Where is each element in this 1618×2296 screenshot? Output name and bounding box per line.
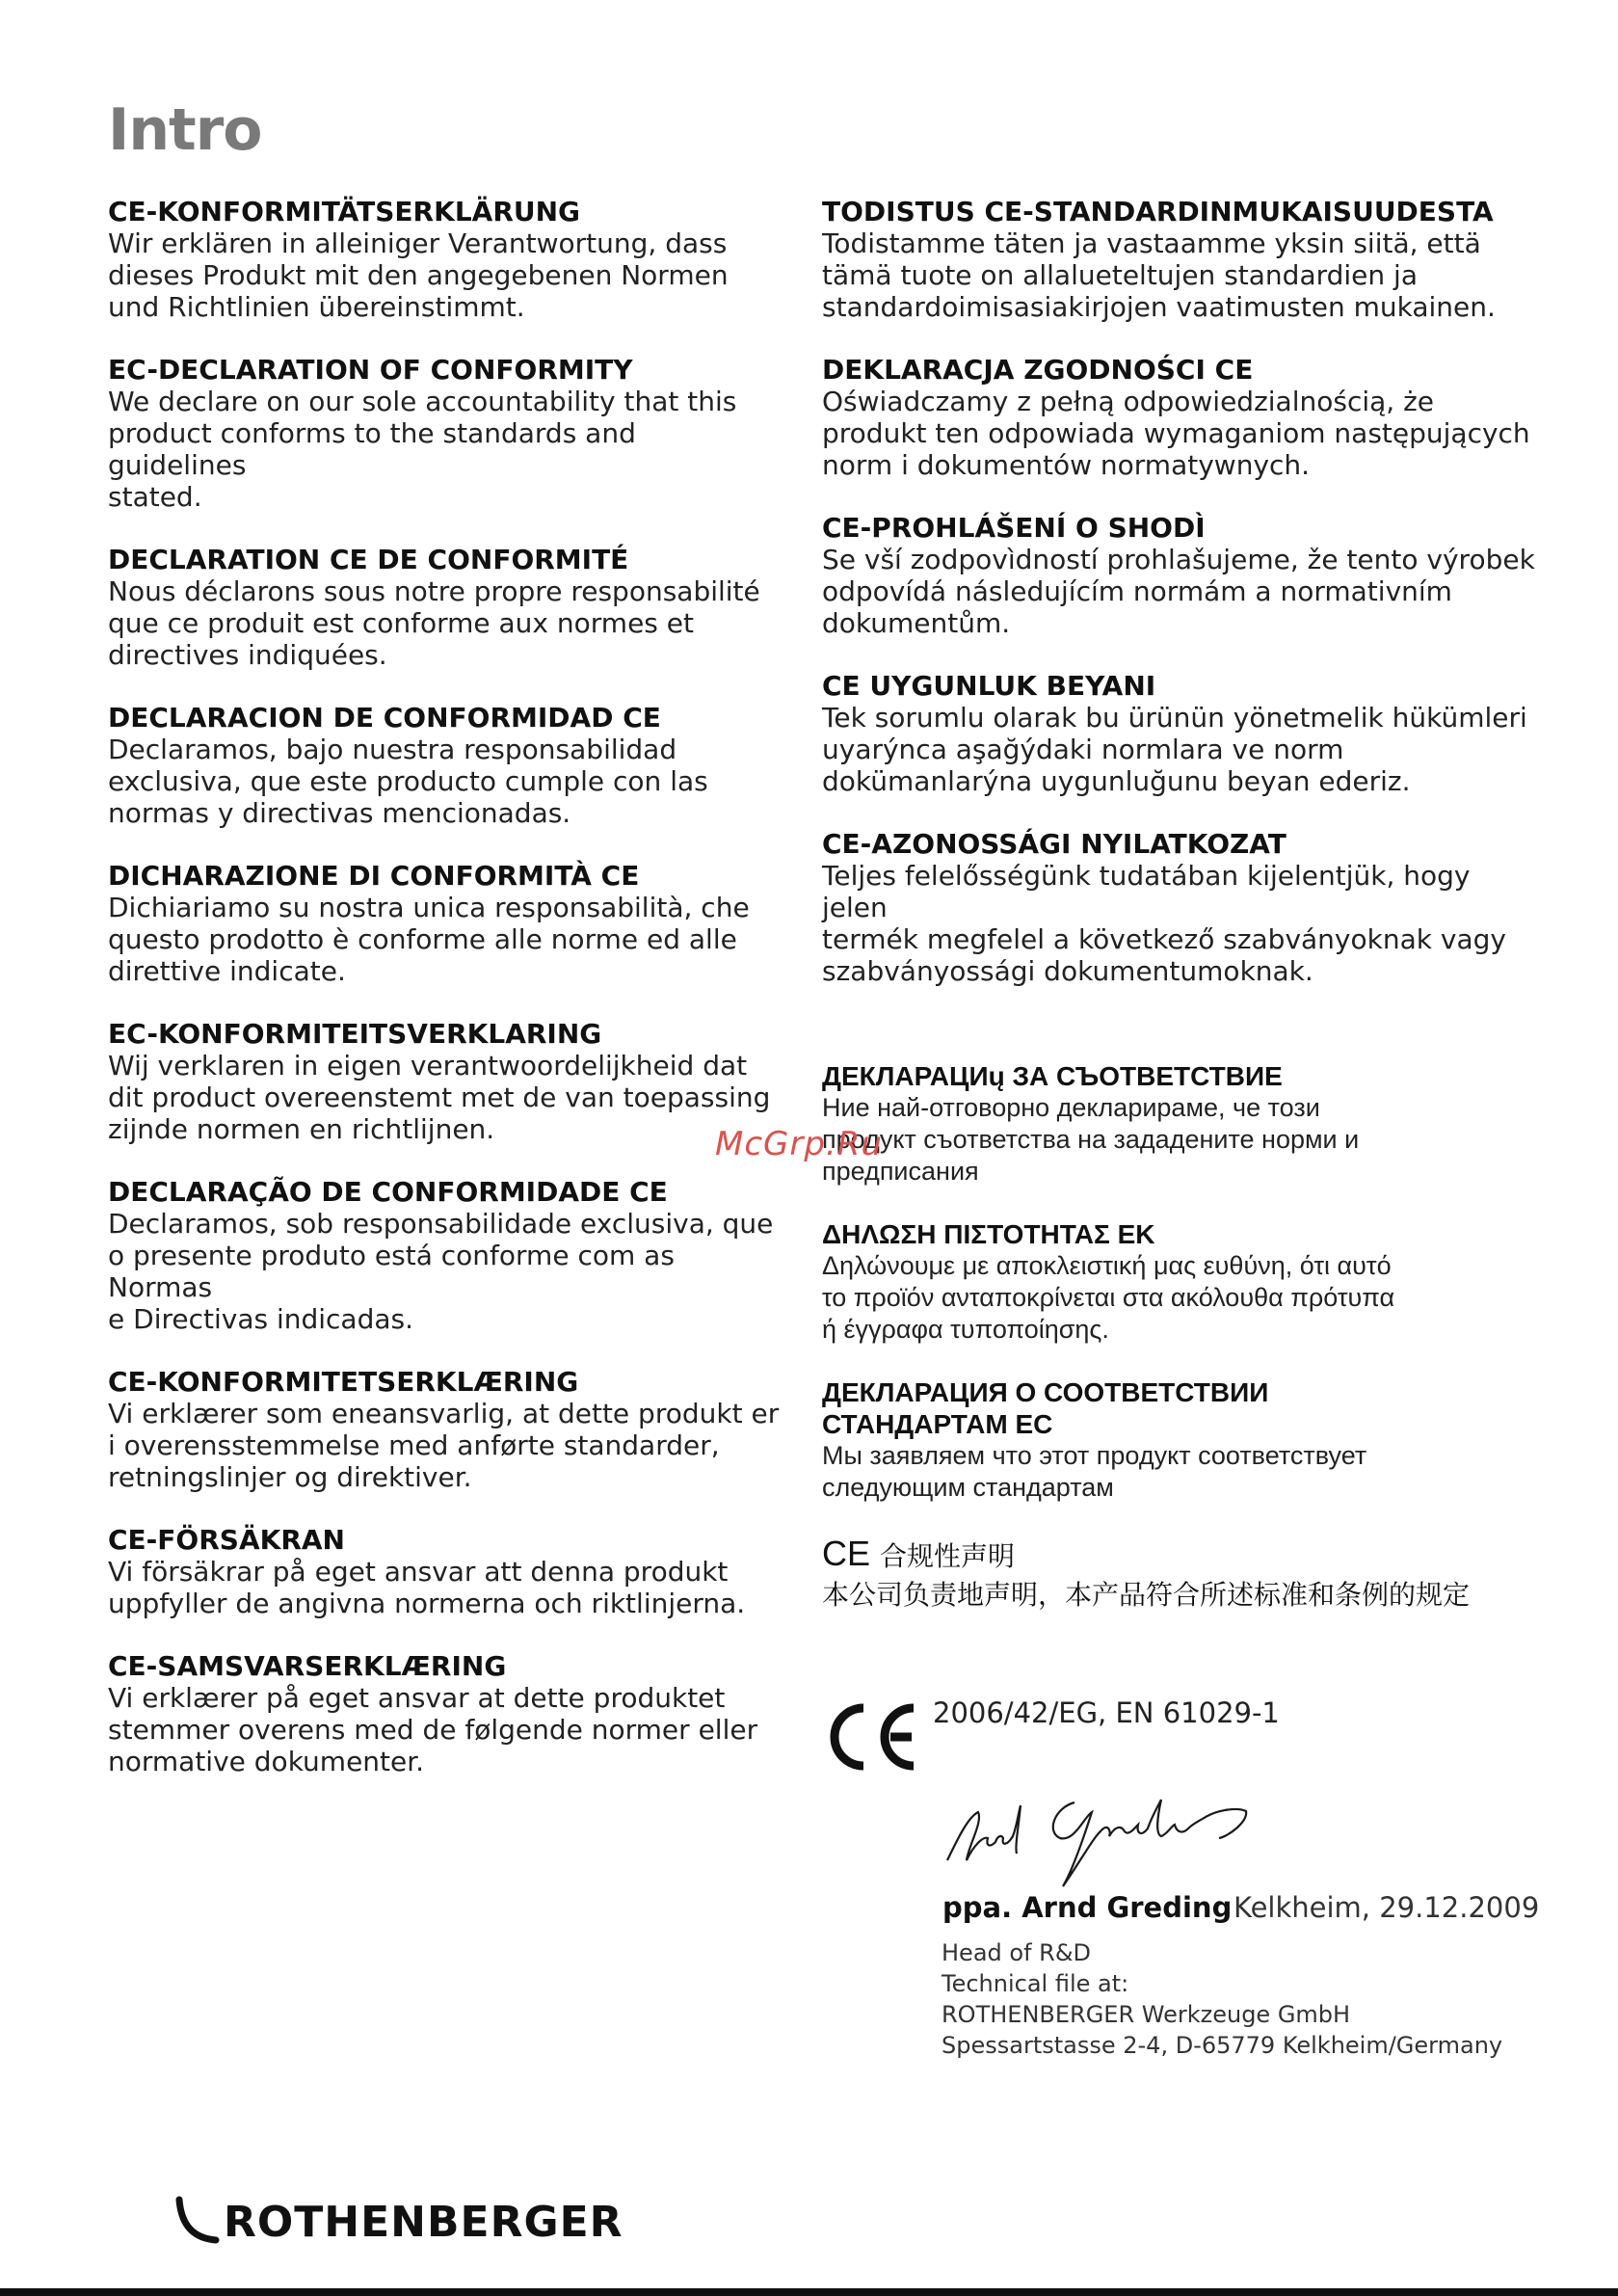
left-column — [108, 196, 782, 1808]
declaration-no — [108, 1650, 782, 1777]
section-body: Oświadczamy z pełną odpowiedzialnością, że produkt ten odpowiada wymaganiom następujących norm i dokumentów normatywnych. — [822, 386, 1530, 481]
declaration-it — [108, 860, 782, 987]
logo-hook-icon — [175, 2196, 222, 2254]
section-body: Vi erklærer på eget ansvar at dette produktet stemmer overens med de følgende normer eller normative dokumenter. — [108, 1682, 758, 1777]
standards-reference: 2006/42/EG, EN 61029-1 — [933, 1696, 1280, 1729]
section-body: Wir erklären in alleiniger Verantwortung, dass dieses Produkt mit den angegebenen Normen und Richtlinien übereinstimmt. — [108, 227, 729, 323]
declaration-da — [108, 1366, 782, 1493]
zh-title: 合规性声明 — [880, 1540, 1016, 1572]
section-heading: CE-AZONOSSÁGI NYILATKOZAT — [822, 828, 1286, 860]
declaration-el — [822, 1218, 1535, 1346]
declaration-en — [108, 354, 782, 513]
section-body: Tek sorumlu olarak bu ürünün yönetmelik hükümleri uyarýnca aşağýdaki normlara ve norm dokümanlarýna uygunluğunu beyan ederiz. — [822, 702, 1527, 797]
logo-text: ROTHENBERGER — [224, 2198, 623, 2247]
declaration-nl — [108, 1018, 782, 1145]
section-body: Todistamme täten ja vastaamme yksin siitä, että tämä tuote on allalueteltujen standardien ja standardoimisasiakirjojen vaatimusten mukainen. — [822, 227, 1496, 323]
section-heading: DECLARATION CE DE CONFORMITÉ — [108, 544, 629, 575]
section-heading: CE-KONFORMITETSERKLÆRING — [108, 1366, 579, 1398]
declaration-bg — [822, 1060, 1535, 1188]
declaration-sv — [108, 1524, 782, 1619]
ce-label: CE — [822, 1534, 871, 1573]
section-body: 本公司负责地声明，本产品符合所述标准和条例的规定 — [822, 1579, 1471, 1611]
signatory-name: ppa. Arnd Greding — [942, 1891, 1233, 1924]
signature-icon — [940, 1778, 1267, 1894]
section-body: Declaramos, sob responsabilidade exclusiva, que o presente produto está conforme com as Normas e Directivas indicadas. — [108, 1208, 774, 1335]
section-body: Мы заявляем что этот продукт соответствует следующим стандартам — [822, 1441, 1367, 1502]
section-body: Vi försäkrar på eget ansvar att denna produkt uppfyller de angivna normerna och riktlinjerna. — [108, 1556, 746, 1619]
section-body: Dichiariamo su nostra unica responsabilità, che questo prodotto è conforme alle norme ed alle direttive indicate. — [108, 892, 750, 987]
section-heading: CE UYGUNLUK BEYANI — [822, 670, 1156, 702]
section-body: Ние най-отговорно декларираме, че този продукт съответства на зададените норми и предписания — [822, 1093, 1360, 1186]
section-body: We declare on our sole accountability that this product conforms to the standards and guidelines stated. — [108, 386, 737, 513]
ce-mark-icon — [821, 1698, 927, 1775]
page-title: Intro — [108, 96, 262, 164]
section-heading: CE-KONFORMITÄTSERKLÄRUNG — [108, 196, 581, 227]
section-heading — [822, 1535, 1535, 1576]
section-body: Teljes felelősségünk tudatában kijelentjük, hogy jelen termék megfelel a következő szabványoknak vagy szabványossági dokumentumoknak. — [822, 860, 1506, 987]
declaration-tr — [822, 670, 1535, 797]
section-heading: DECLARAÇÃO DE CONFORMIDADE CE — [108, 1176, 668, 1208]
section-heading: CE-FÖRSÄKRAN — [108, 1524, 345, 1556]
section-heading: EC-DECLARATION OF CONFORMITY — [108, 354, 633, 386]
section-heading: CE-SAMSVARSERKLÆRING — [108, 1650, 507, 1682]
signatory-details: Head of R&D Technical file at: ROTHENBERGER Werkzeuge GmbH Spessartstasse 2-4, D-65779 Kelkheim/Germany — [942, 1939, 1503, 2059]
section-heading: DECLARACION DE CONFORMIDAD CE — [108, 702, 661, 734]
section-body: Nous déclarons sous notre propre responsabilité que ce produit est conforme aux normes et directives indiquées. — [108, 575, 760, 671]
section-heading: TODISTUS CE-STANDARDINMUKAISUUDESTA — [822, 196, 1494, 227]
declaration-zh — [822, 1535, 1535, 1615]
section-heading: ДЕКЛАРАЦИЯ О СООТВЕТСТВИИ СТАНДАРТАМ ЕС — [822, 1377, 1269, 1439]
section-body: Δηλώνουμε με αποκλειστική μας ευθύνη, ότι αυτό το προϊόν ανταποκρίνεται στα ακόλουθα πρότυπα ή έγγραφα τυποποίησης. — [822, 1251, 1395, 1344]
declaration-fr — [108, 544, 782, 671]
section-heading: DEKLARACJA ZGODNOŚCI CE — [822, 354, 1254, 386]
section-body: Declaramos, bajo nuestra responsabilidad exclusiva, que este producto cumple con las normas y directivas mencionadas. — [108, 734, 708, 829]
watermark: McGrp.Ru — [715, 1125, 883, 1163]
declaration-pt — [108, 1176, 782, 1335]
section-heading: CE-PROHLÁŠENÍ O SHODÌ — [822, 512, 1206, 544]
section-body: Vi erklærer som eneansvarlig, at dette produkt er i overensstemmelse med anførte standarder, retningslinjer og direktiver. — [108, 1398, 780, 1493]
section-body: Wij verklaren in eigen verantwoordelijkheid dat dit product overeenstemt met de van toepassing zijnde normen en richtlijnen. — [108, 1050, 771, 1145]
declaration-es — [108, 702, 782, 829]
declaration-pl — [822, 354, 1535, 481]
section-heading: ДЕКЛАРАЦИų ЗА СЪОТВЕТСТВИЕ — [822, 1061, 1283, 1091]
declaration-de — [108, 196, 782, 323]
bottom-rule — [0, 2288, 1618, 2296]
declaration-hu — [822, 828, 1535, 987]
declaration-ru — [822, 1376, 1535, 1504]
place-date: Kelkheim, 29.12.2009 — [1233, 1891, 1540, 1924]
right-column — [822, 196, 1535, 1645]
section-heading: DICHARAZIONE DI CONFORMITÀ CE — [108, 860, 640, 892]
section-body: Se vší zodpovìdností prohlašujeme, že tento výrobek odpovídá následujícím normám a normativním dokumentům. — [822, 544, 1535, 639]
declaration-cs — [822, 512, 1535, 639]
section-heading: ΔΗΛΩΣΗ ΠΙΣΤΟΤΗΤΑΣ ΕΚ — [822, 1219, 1155, 1249]
declaration-fi — [822, 196, 1535, 323]
section-heading: EC-KONFORMITEITSVERKLARING — [108, 1018, 602, 1050]
